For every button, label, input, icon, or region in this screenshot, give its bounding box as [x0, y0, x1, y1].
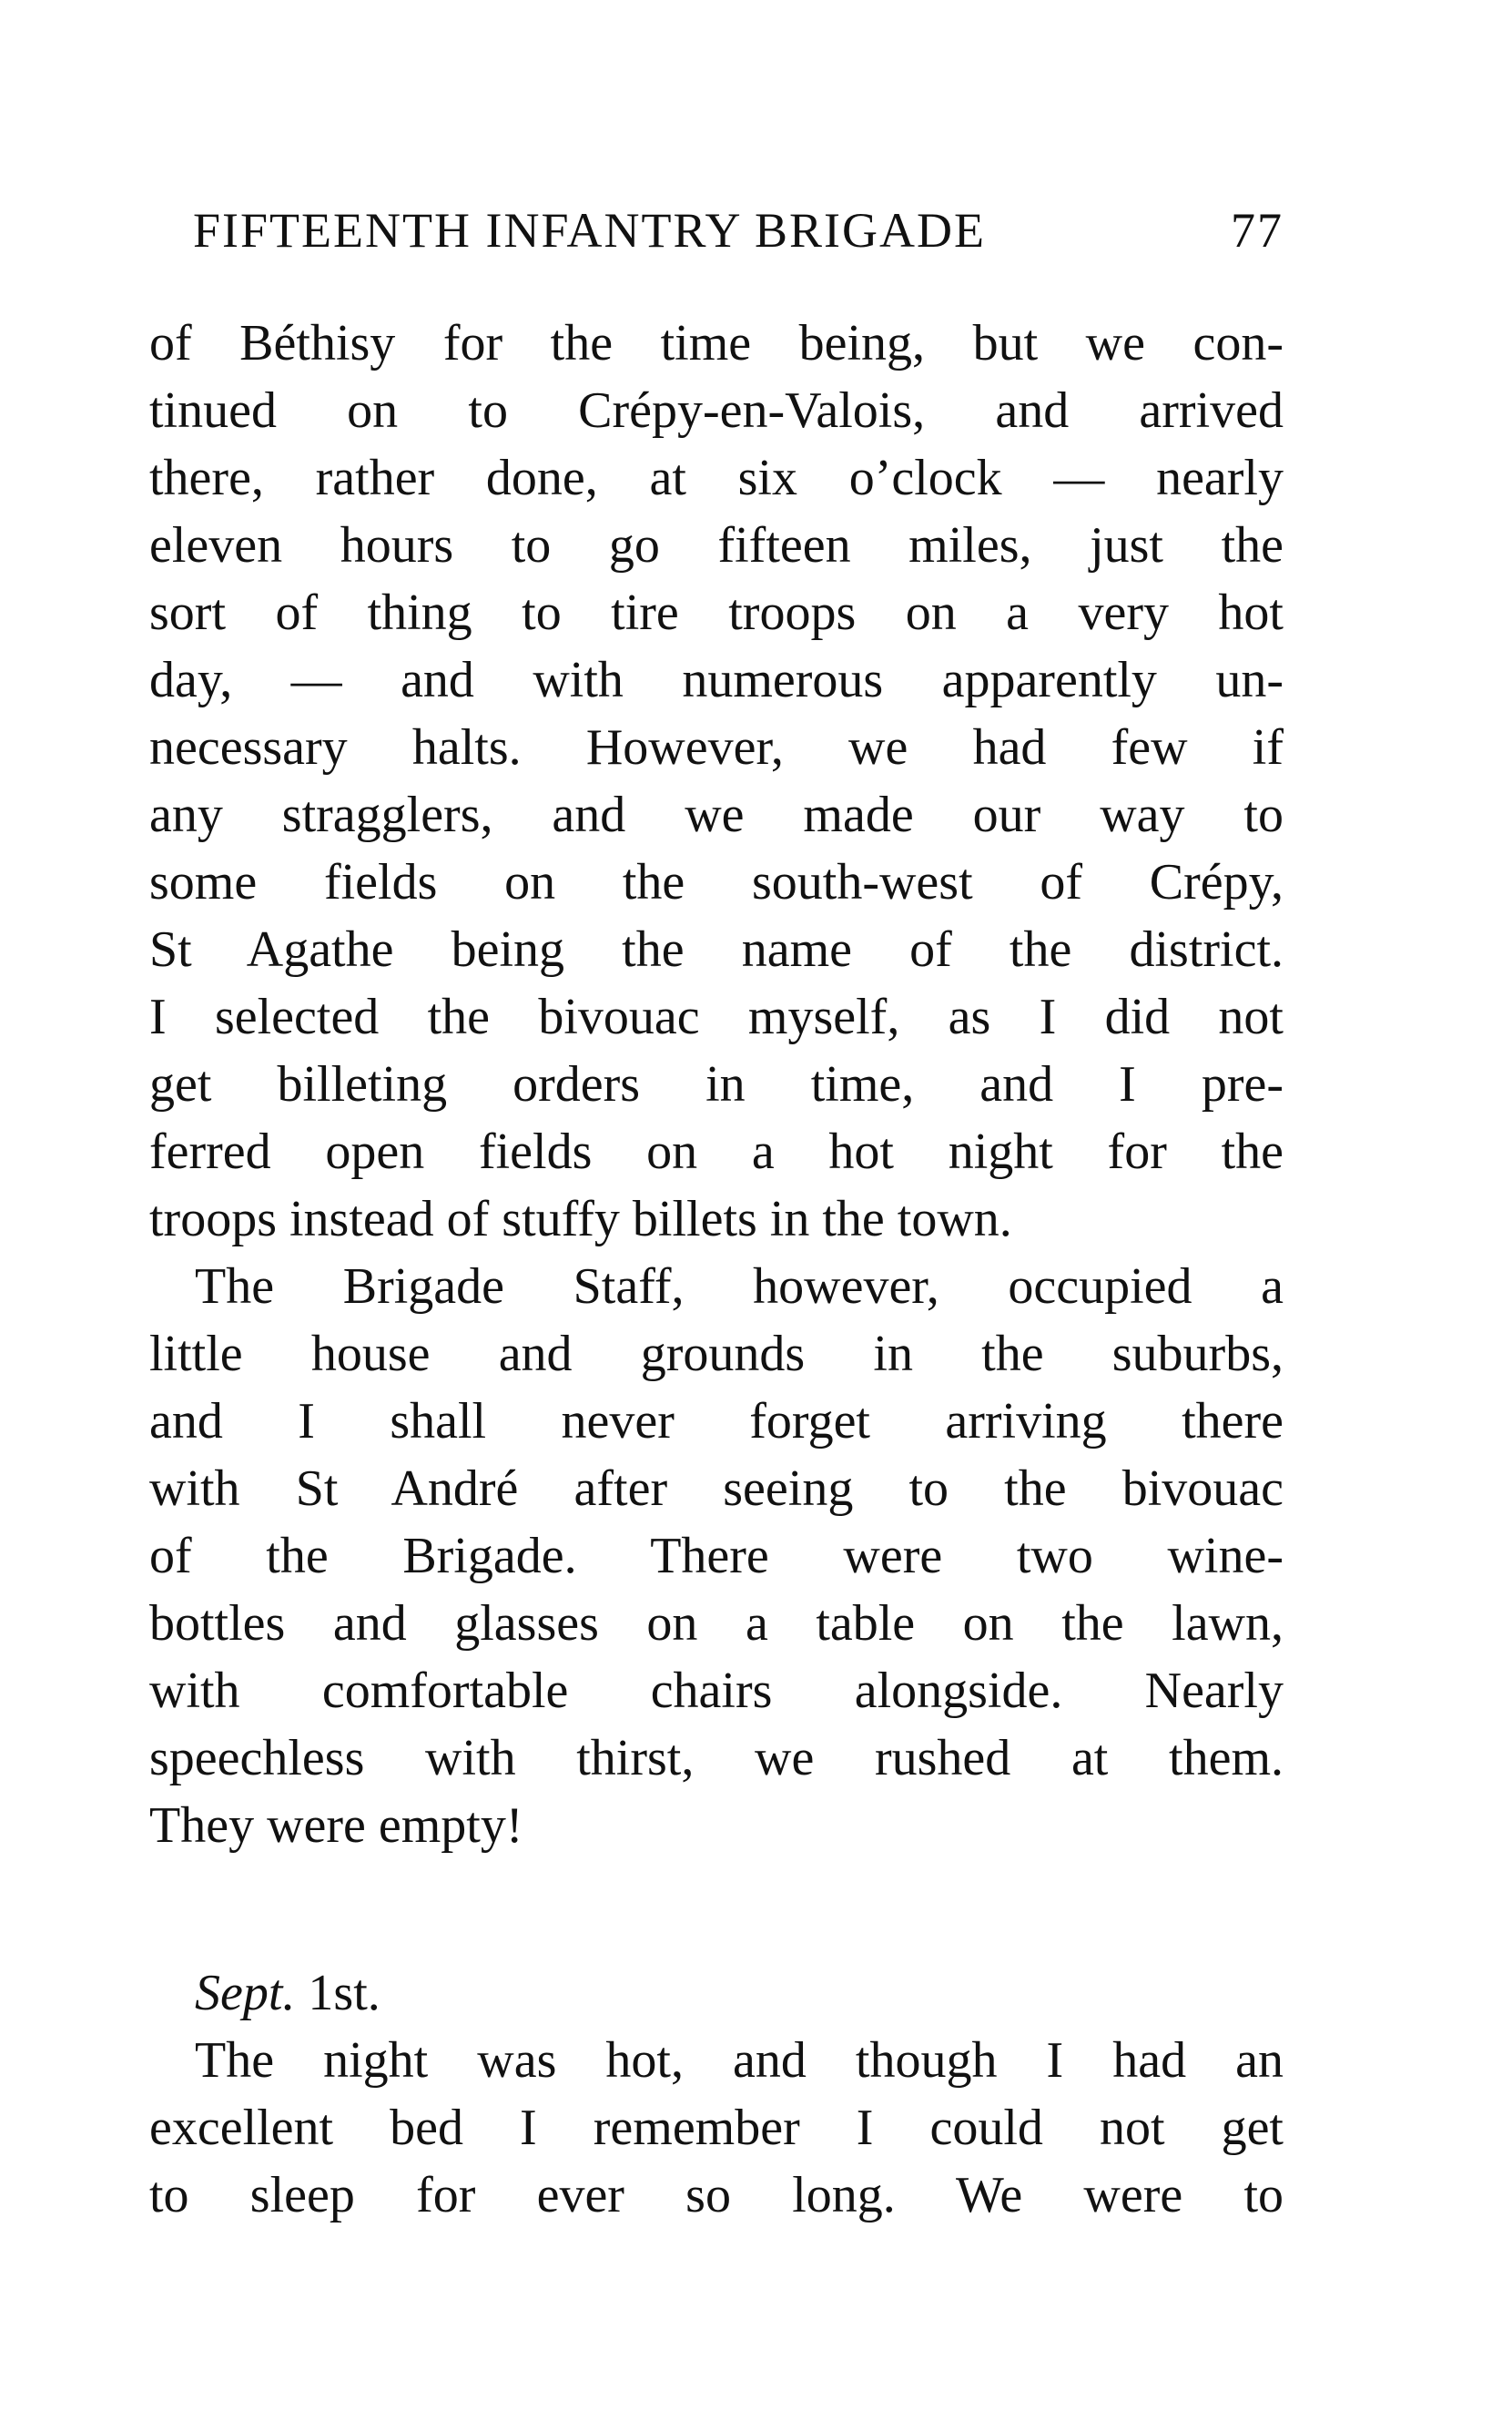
text-line: necessary halts. However, we had few if — [149, 719, 1284, 776]
text-line: and I shall never forget arriving there — [149, 1393, 1284, 1449]
text-line: to sleep for ever so long. We were to — [149, 2167, 1284, 2223]
text-line: ferred open fields on a hot night for the — [149, 1124, 1284, 1180]
entry-date-day: 1st. — [308, 1965, 381, 2021]
text-line: I selected the bivouac myself, as I did not — [149, 989, 1284, 1045]
text-line: day, — and with numerous apparently un- — [149, 652, 1284, 708]
text-line: excellent bed I remember I could not get — [149, 2100, 1284, 2156]
body-text — [149, 310, 1284, 2229]
text-line: bottles and glasses on a table on the lawn, — [149, 1595, 1284, 1652]
running-title: FIFTEENTH INFANTRY BRIGADE — [193, 203, 986, 258]
text-line: tinued on to Crépy-en-Valois, and arrived — [149, 382, 1284, 439]
entry-date — [149, 1959, 1284, 2027]
text-line: with comfortable chairs alongside. Nearly — [149, 1663, 1284, 1719]
text-line: of the Brigade. There were two wine- — [149, 1528, 1284, 1584]
running-header — [193, 202, 1284, 268]
text-line: some fields on the south-west of Crépy, — [149, 854, 1284, 910]
text-line: speechless with thirst, we rushed at them. — [149, 1730, 1284, 1786]
text-line: The Brigade Staff, however, occupied a — [195, 1258, 1284, 1315]
paragraph — [149, 1253, 1284, 1859]
text-line: St Agathe being the name of the district. — [149, 921, 1284, 978]
text-line: with St André after seeing to the bivouac — [149, 1460, 1284, 1517]
text-line: there, rather done, at six o’clock — nearly — [149, 450, 1284, 506]
text-line: eleven hours to go fifteen miles, just the — [149, 517, 1284, 574]
text-line: They were empty! — [149, 1797, 523, 1854]
page-number: 77 — [1231, 203, 1284, 258]
text-line: little house and grounds in the suburbs, — [149, 1326, 1284, 1382]
text-line: troops instead of stuffy billets in the town. — [149, 1191, 1012, 1247]
text-line: sort of thing to tire troops on a very hot — [149, 585, 1284, 641]
text-line: of Béthisy for the time being, but we con- — [149, 315, 1284, 371]
text-line: any stragglers, and we made our way to — [149, 787, 1284, 843]
entry-date-month: Sept. — [195, 1965, 296, 2021]
paragraph — [149, 2027, 1284, 2229]
paragraph — [149, 310, 1284, 1253]
section-gap — [149, 1859, 1284, 1959]
text-line: The night was hot, and though I had an — [195, 2032, 1284, 2089]
text-line: get billeting orders in time, and I pre- — [149, 1056, 1284, 1113]
